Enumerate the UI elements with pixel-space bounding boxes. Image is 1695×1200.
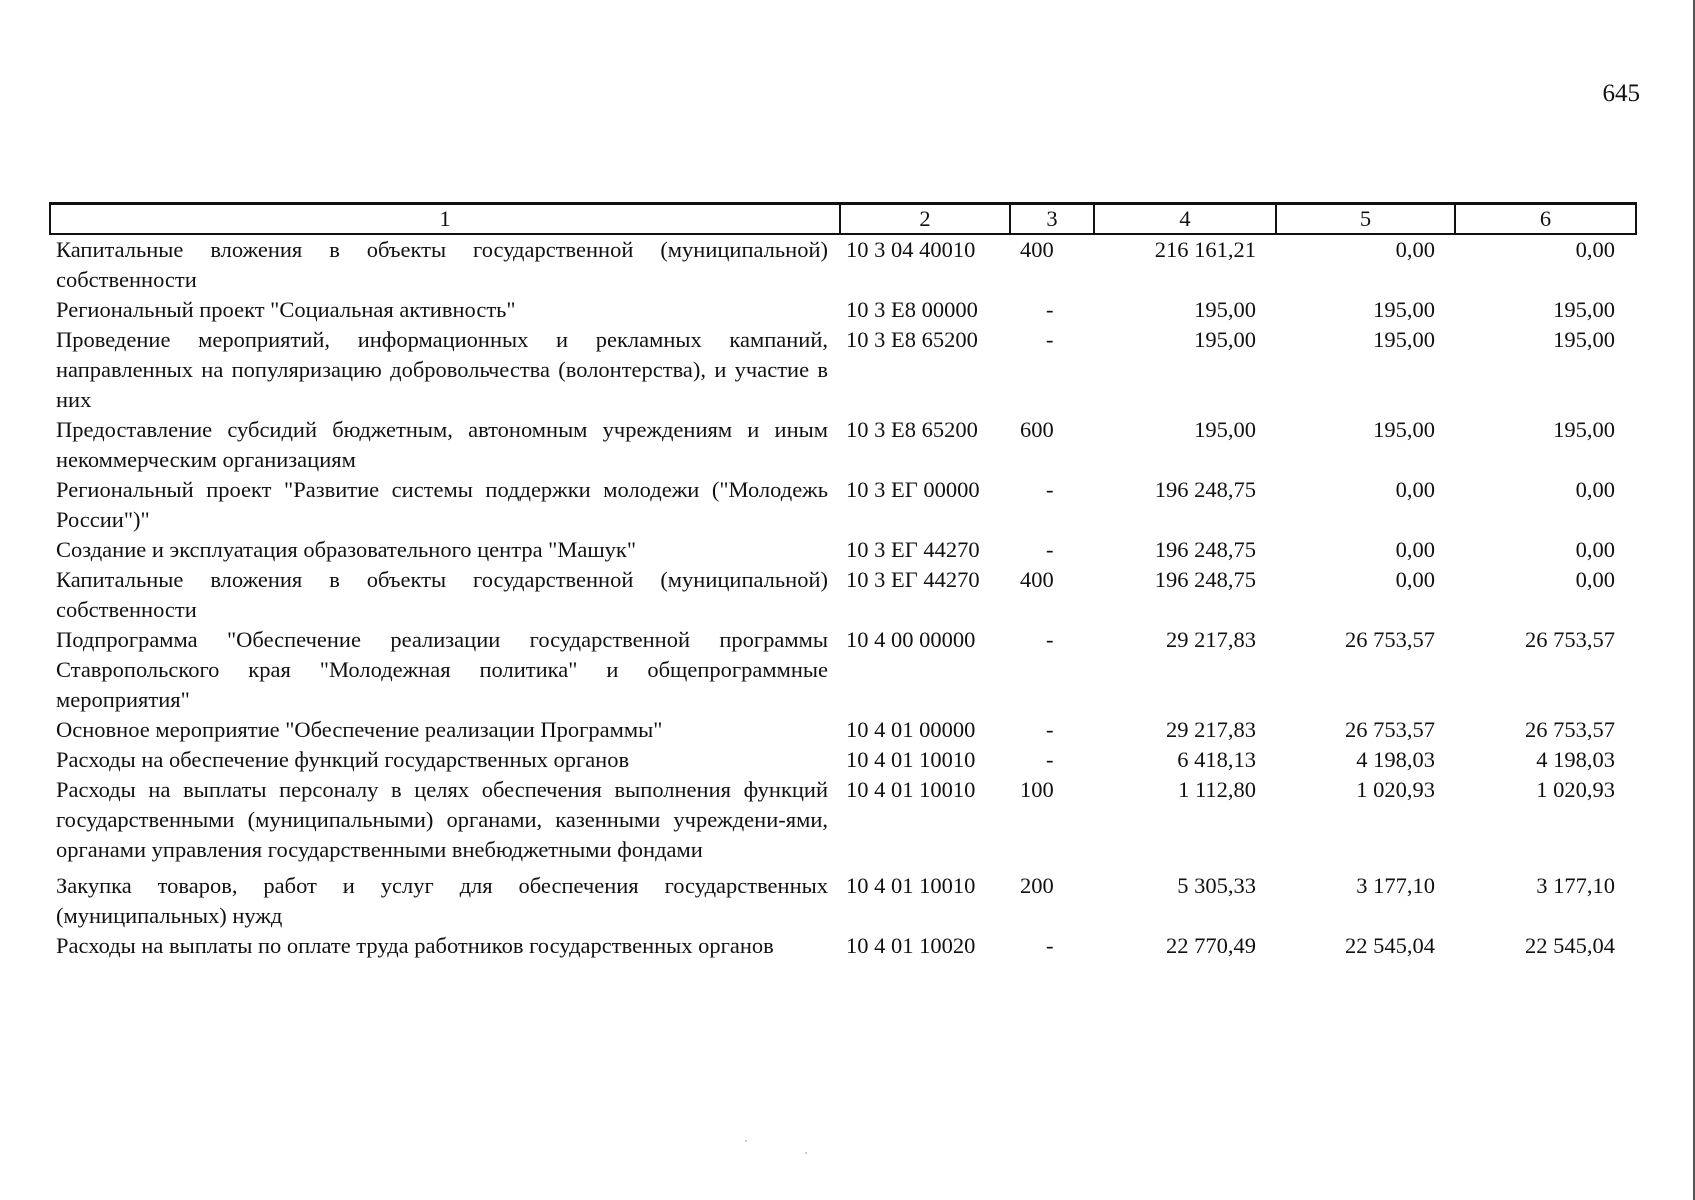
row-code: 10 3 Е8 65200 (846, 327, 978, 352)
row-value-4: 195,00 (1194, 297, 1256, 322)
row-value-5: 0,00 (1395, 237, 1435, 262)
row-expense-type: 400 (1020, 567, 1054, 592)
row-value-5: 195,00 (1373, 327, 1435, 352)
row-name: Расходы на выплаты персоналу в целях обеспечения выполнения функций государственными (муниципальными) органами, казенными учреждени-ями, органами управления государственными внебюджетными фондами (56, 777, 828, 862)
row-value-6: 26 753,57 (1525, 627, 1615, 652)
row-value-5: 195,00 (1373, 297, 1435, 322)
scan-artifact-dots (745, 1140, 815, 1160)
row-value-6: 195,00 (1553, 417, 1615, 442)
row-value-6: 195,00 (1553, 327, 1615, 352)
row-value-4: 195,00 (1194, 327, 1256, 352)
row-value-5: 22 545,04 (1345, 933, 1435, 958)
row-code: 10 3 ЕГ 44270 (846, 537, 980, 562)
row-name: Закупка товаров, работ и услуг для обеспечения государственных (муниципальных) нужд (56, 873, 828, 928)
row-code: 10 4 01 10010 (846, 777, 976, 802)
header-row (50, 204, 1636, 235)
row-value-4: 196 248,75 (1154, 537, 1256, 562)
row-expense-type: - (1046, 933, 1054, 958)
row-value-5: 26 753,57 (1345, 717, 1435, 742)
row-name: Региональный проект "Социальная активность" (56, 297, 516, 322)
table-row (50, 865, 1636, 931)
row-name: Расходы на выплаты по оплате труда работников государственных органов (56, 933, 774, 958)
table-row (50, 625, 1636, 715)
row-value-4: 29 217,83 (1166, 717, 1256, 742)
row-expense-type: - (1046, 477, 1054, 502)
header-col-3: 3 (1010, 204, 1094, 235)
row-value-4: 29 217,83 (1166, 627, 1256, 652)
row-value-4: 5 305,33 (1177, 873, 1256, 898)
row-value-5: 26 753,57 (1345, 627, 1435, 652)
row-value-4: 1 112,80 (1178, 777, 1256, 802)
row-code: 10 3 ЕГ 00000 (846, 477, 980, 502)
budget-table (49, 202, 1637, 961)
row-value-6: 0,00 (1575, 567, 1615, 592)
row-expense-type: - (1046, 327, 1054, 352)
row-value-5: 0,00 (1395, 567, 1435, 592)
header-col-2: 2 (840, 204, 1010, 235)
row-value-6: 3 177,10 (1536, 873, 1615, 898)
row-value-5: 0,00 (1395, 477, 1435, 502)
row-value-5: 1 020,93 (1356, 777, 1435, 802)
row-value-6: 0,00 (1575, 537, 1615, 562)
row-name: Проведение мероприятий, информационных и рекламных кампаний, направленных на популяризацию добровольчества (волонтерства), и участие в них (56, 327, 828, 412)
row-expense-type: 400 (1020, 237, 1054, 262)
row-name: Капитальные вложения в объекты государственной (муниципальной) собственности (56, 567, 828, 622)
header-col-4: 4 (1094, 204, 1276, 235)
row-value-6: 4 198,03 (1536, 747, 1615, 772)
table-row (50, 234, 1636, 295)
row-value-4: 22 770,49 (1166, 933, 1256, 958)
row-expense-type: - (1046, 297, 1054, 322)
row-value-6: 195,00 (1553, 297, 1615, 322)
row-code: 10 4 01 00000 (846, 717, 976, 742)
row-expense-type: 600 (1020, 417, 1054, 442)
row-code: 10 3 04 40010 (846, 237, 976, 262)
row-name: Создание и эксплуатация образовательного центра "Машук" (56, 537, 637, 562)
row-code: 10 3 Е8 00000 (846, 297, 978, 322)
row-value-6: 26 753,57 (1525, 717, 1615, 742)
table-row (50, 415, 1636, 475)
table-row (50, 535, 1636, 565)
header-col-5: 5 (1276, 204, 1455, 235)
row-code: 10 4 01 10010 (846, 747, 976, 772)
row-value-4: 6 418,13 (1177, 747, 1256, 772)
table-row (50, 745, 1636, 775)
row-name: Основное мероприятие "Обеспечение реализации Программы" (56, 717, 663, 742)
table-row (50, 325, 1636, 415)
row-expense-type: 100 (1020, 777, 1054, 802)
row-code: 10 4 01 10010 (846, 873, 976, 898)
row-value-4: 195,00 (1194, 417, 1256, 442)
table-row (50, 715, 1636, 745)
row-value-4: 196 248,75 (1154, 477, 1256, 502)
row-code: 10 3 Е8 65200 (846, 417, 978, 442)
row-value-4: 216 161,21 (1154, 237, 1256, 262)
table-body (50, 234, 1636, 961)
row-value-6: 22 545,04 (1525, 933, 1615, 958)
row-name: Предоставление субсидий бюджетным, автономным учреждениям и иным некоммерческим организациям (56, 417, 828, 472)
row-value-5: 3 177,10 (1356, 873, 1435, 898)
row-value-6: 0,00 (1575, 477, 1615, 502)
table-header (50, 204, 1636, 235)
row-name: Региональный проект "Развитие системы поддержки молодежи ("Молодежь России")" (56, 477, 828, 532)
row-code: 10 4 00 00000 (846, 627, 976, 652)
header-col-6: 6 (1455, 204, 1636, 235)
table-row (50, 475, 1636, 535)
row-name: Расходы на обеспечение функций государственных органов (56, 747, 630, 772)
row-expense-type: 200 (1020, 873, 1054, 898)
table-row (50, 931, 1636, 961)
table-row (50, 565, 1636, 625)
row-expense-type: - (1046, 627, 1054, 652)
row-name: Подпрограмма "Обеспечение реализации государственной программы Ставропольского края "Молодежная политика" и общепрограммные мероприятия" (56, 627, 828, 712)
table-row (50, 775, 1636, 865)
row-value-5: 0,00 (1395, 537, 1435, 562)
row-value-6: 1 020,93 (1536, 777, 1615, 802)
row-value-5: 195,00 (1373, 417, 1435, 442)
row-value-5: 4 198,03 (1356, 747, 1435, 772)
header-col-1: 1 (50, 204, 840, 235)
table-row (50, 295, 1636, 325)
row-value-6: 0,00 (1575, 237, 1615, 262)
page-number: 645 (1602, 80, 1640, 107)
row-expense-type: - (1046, 747, 1054, 772)
row-code: 10 3 ЕГ 44270 (846, 567, 980, 592)
row-code: 10 4 01 10020 (846, 933, 976, 958)
row-expense-type: - (1046, 537, 1054, 562)
row-value-4: 196 248,75 (1154, 567, 1256, 592)
row-expense-type: - (1046, 717, 1054, 742)
row-name: Капитальные вложения в объекты государственной (муниципальной) собственности (56, 237, 828, 292)
